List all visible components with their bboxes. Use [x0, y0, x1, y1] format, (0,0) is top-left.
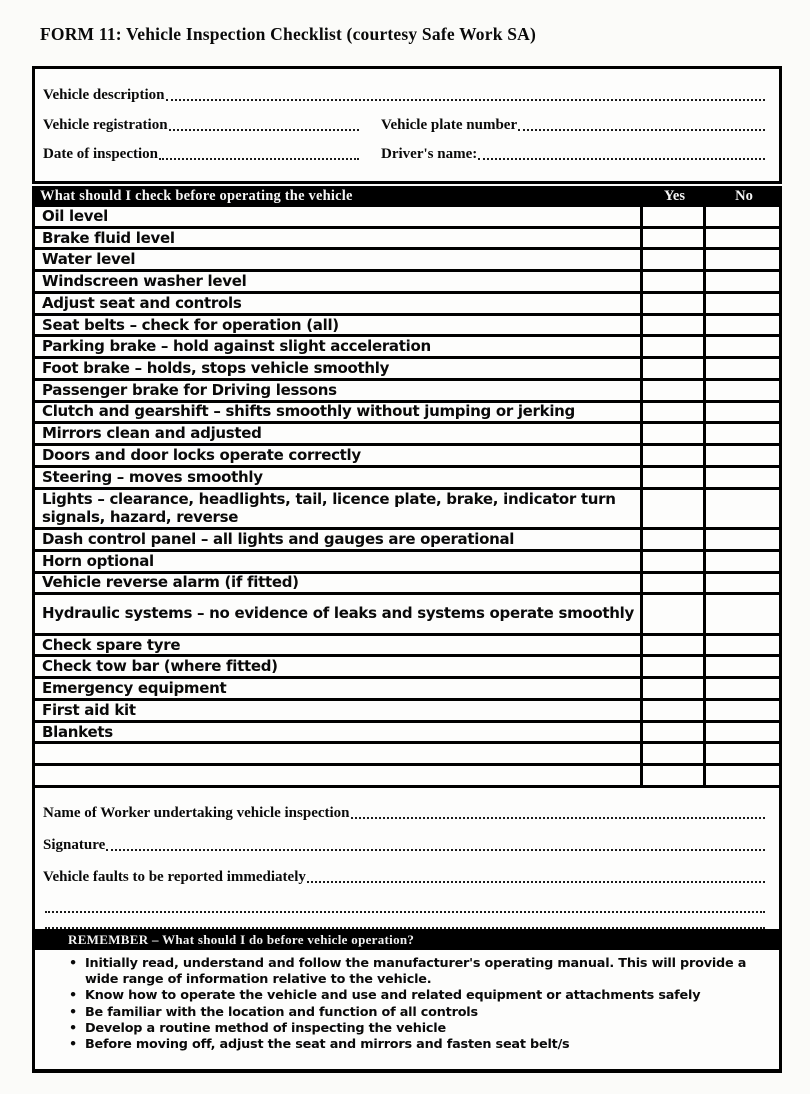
yes-checkbox-cell[interactable]	[640, 595, 703, 632]
bullet-icon: •	[69, 988, 77, 1004]
bullet-text: Initially read, understand and follow the manufacturer's operating manual. This will provide a wide range of information relative to the vehicle.	[85, 956, 747, 988]
checklist-row-empty	[35, 744, 779, 766]
checklist-item-label: Doors and door locks operate correctly	[42, 445, 361, 464]
yes-checkbox-cell[interactable]	[640, 272, 703, 291]
checklist-row	[35, 294, 779, 316]
checklist-row-empty	[35, 766, 779, 785]
checklist-item-label	[35, 766, 640, 785]
checklist-item-label: Vehicle reverse alarm (if fitted)	[42, 573, 299, 592]
form-title: FORM 11: Vehicle Inspection Checklist (courtesy Safe Work SA)	[40, 24, 537, 44]
yes-checkbox-cell[interactable]	[640, 636, 703, 655]
yes-checkbox-cell[interactable]	[640, 316, 703, 335]
checklist-row	[35, 229, 779, 251]
no-checkbox-cell[interactable]	[703, 657, 779, 676]
vehicle-description-input-line[interactable]	[166, 85, 765, 101]
no-checkbox-cell[interactable]	[703, 337, 779, 356]
faults-continuation-line-2[interactable]	[45, 915, 765, 929]
yes-checkbox-cell[interactable]	[640, 446, 703, 465]
checklist-item-label: Passenger brake for Driving lessons	[42, 380, 337, 399]
checklist-item-label: Emergency equipment	[42, 679, 227, 698]
registration-plate-row	[43, 115, 767, 134]
bullet-icon: •	[69, 1020, 77, 1036]
no-checkbox-cell[interactable]	[703, 403, 779, 422]
remember-bullet-list	[32, 950, 782, 1073]
checklist-row	[35, 446, 779, 468]
yes-checkbox-cell[interactable]	[640, 574, 703, 593]
no-checkbox-cell[interactable]	[703, 229, 779, 248]
checklist-item-label: Check tow bar (where fitted)	[42, 657, 278, 676]
no-checkbox-cell[interactable]	[703, 552, 779, 571]
checklist-item-label: Adjust seat and controls	[42, 293, 242, 312]
no-checkbox-cell[interactable]	[703, 744, 779, 763]
checklist-header-bar	[32, 186, 782, 207]
checklist-row	[35, 530, 779, 552]
checklist-row	[35, 424, 779, 446]
checklist-row	[35, 381, 779, 403]
checklist-row	[35, 636, 779, 658]
checklist-row	[35, 272, 779, 294]
yes-checkbox-cell[interactable]	[640, 744, 703, 763]
worker-signature-section	[32, 788, 782, 929]
no-checkbox-cell[interactable]	[703, 316, 779, 335]
checklist-row	[35, 723, 779, 745]
vehicle-registration-input-line[interactable]	[169, 115, 359, 131]
no-checkbox-cell[interactable]	[703, 446, 779, 465]
no-checkbox-cell[interactable]	[703, 679, 779, 698]
yes-checkbox-cell[interactable]	[640, 359, 703, 378]
no-checkbox-cell[interactable]	[703, 294, 779, 313]
checklist-item-label: Seat belts – check for operation (all)	[42, 315, 339, 334]
vehicle-registration-field	[43, 115, 361, 134]
checklist-row	[35, 574, 779, 596]
worker-name-label: Name of Worker undertaking vehicle inspection	[43, 805, 350, 821]
yes-checkbox-cell[interactable]	[640, 701, 703, 720]
yes-checkbox-cell[interactable]	[640, 723, 703, 742]
checklist-item-label: Water level	[42, 250, 136, 269]
bullet-icon: •	[69, 1037, 77, 1053]
worker-name-field	[43, 803, 767, 822]
vehicle-plate-input-line[interactable]	[518, 115, 765, 131]
yes-checkbox-cell[interactable]	[640, 424, 703, 443]
checklist-item-label	[35, 744, 640, 763]
checklist-row	[35, 359, 779, 381]
inspection-date-input-line[interactable]	[159, 144, 359, 160]
checklist-row	[35, 701, 779, 723]
vehicle-faults-input-line[interactable]	[307, 867, 765, 883]
list-item	[61, 1005, 769, 1021]
list-item	[61, 956, 769, 988]
no-checkbox-cell[interactable]	[703, 574, 779, 593]
signature-label: Signature	[43, 837, 106, 853]
bullet-icon: •	[69, 956, 77, 971]
worker-name-input-line[interactable]	[351, 803, 765, 819]
yes-checkbox-cell[interactable]	[640, 381, 703, 400]
yes-checkbox-cell[interactable]	[640, 657, 703, 676]
driver-name-field	[381, 144, 767, 163]
yes-column-header: Yes	[664, 188, 685, 204]
checklist-item-label: Lights – clearance, headlights, tail, licence plate, brake, indicator turn signals, hazard, reverse	[42, 489, 616, 526]
no-checkbox-cell[interactable]	[703, 701, 779, 720]
vehicle-plate-field	[381, 115, 767, 134]
checklist-item-label: Foot brake – holds, stops vehicle smoothly	[42, 359, 390, 378]
list-item	[61, 988, 769, 1004]
checklist-row	[35, 403, 779, 425]
checklist-item-label: Clutch and gearshift – shifts smoothly without jumping or jerking	[42, 402, 575, 421]
checklist-row	[35, 337, 779, 359]
checklist-row	[35, 250, 779, 272]
remember-header-bar: REMEMBER – What should I do before vehicle operation?	[32, 929, 782, 950]
no-checkbox-cell[interactable]	[703, 424, 779, 443]
no-checkbox-cell[interactable]	[703, 766, 779, 785]
checklist-item-label: Blankets	[42, 722, 113, 741]
checklist-row	[35, 207, 779, 229]
checklist-item-label: Parking brake – hold against slight acceleration	[42, 337, 431, 356]
driver-name-input-line[interactable]	[478, 144, 765, 160]
yes-checkbox-cell[interactable]	[640, 552, 703, 571]
vehicle-description-label: Vehicle description	[43, 87, 165, 104]
yes-checkbox-cell[interactable]	[640, 207, 703, 226]
vehicle-info-section	[32, 66, 782, 184]
yes-checkbox-cell[interactable]	[640, 337, 703, 356]
checklist-item-label: Hydraulic systems – no evidence of leaks and systems operate smoothly	[42, 604, 634, 623]
date-driver-row	[43, 144, 767, 163]
bullet-text: Be familiar with the location and function of all controls	[85, 1004, 478, 1020]
bullet-text: Know how to operate the vehicle and use and related equipment or attachments safely	[85, 988, 701, 1004]
vehicle-plate-label: Vehicle plate number	[381, 116, 518, 133]
vehicle-description-field	[43, 85, 767, 104]
checklist-item-label: Mirrors clean and adjusted	[42, 424, 262, 443]
checklist-item-label: First aid kit	[42, 700, 136, 719]
bullet-text: Before moving off, adjust the seat and mirrors and fasten seat belt/s	[85, 1037, 570, 1053]
vehicle-faults-label: Vehicle faults to be reported immediately	[43, 869, 306, 885]
faults-continuation-line-1[interactable]	[45, 899, 765, 913]
checklist-table	[32, 207, 782, 788]
checklist-row	[35, 657, 779, 679]
checklist-item-label: Windscreen washer level	[42, 272, 247, 291]
checklist-item-label: Check spare tyre	[42, 635, 181, 654]
yes-checkbox-cell[interactable]	[640, 229, 703, 248]
vehicle-registration-label: Vehicle registration	[43, 116, 168, 133]
no-column-header: No	[735, 188, 753, 204]
checklist-row	[35, 316, 779, 338]
checklist-item-label: Horn optional	[42, 551, 154, 570]
list-item	[61, 1037, 769, 1053]
inspection-date-field	[43, 144, 361, 163]
no-checkbox-cell[interactable]	[703, 250, 779, 269]
checklist-row	[35, 595, 779, 635]
inspection-date-label: Date of inspection	[43, 145, 158, 162]
yes-checkbox-cell[interactable]	[640, 403, 703, 422]
no-checkbox-cell[interactable]	[703, 636, 779, 655]
yes-checkbox-cell[interactable]	[640, 490, 703, 527]
yes-checkbox-cell[interactable]	[640, 468, 703, 487]
checklist-item-label: Brake fluid level	[42, 228, 175, 247]
no-checkbox-cell[interactable]	[703, 272, 779, 291]
no-checkbox-cell[interactable]	[703, 530, 779, 549]
signature-input-line[interactable]	[106, 835, 765, 851]
bullet-icon: •	[69, 1004, 77, 1020]
checklist-row	[35, 679, 779, 701]
checklist-row	[35, 552, 779, 574]
no-checkbox-cell[interactable]	[703, 359, 779, 378]
no-checkbox-cell[interactable]	[703, 468, 779, 487]
driver-name-label: Driver's name:	[381, 145, 478, 162]
yes-checkbox-cell[interactable]	[640, 250, 703, 269]
vehicle-faults-field	[43, 867, 767, 886]
yes-checkbox-cell[interactable]	[640, 294, 703, 313]
signature-field	[43, 835, 767, 854]
no-checkbox-cell[interactable]	[703, 490, 779, 527]
checklist-item-label: Oil level	[42, 206, 108, 225]
vehicle-description-row	[43, 85, 767, 104]
no-checkbox-cell[interactable]	[703, 207, 779, 226]
checklist-header-question: What should I check before operating the vehicle	[40, 188, 353, 204]
checklist-row	[35, 490, 779, 530]
no-checkbox-cell[interactable]	[703, 381, 779, 400]
checklist-item-label: Steering – moves smoothly	[42, 467, 263, 486]
yes-checkbox-cell[interactable]	[640, 679, 703, 698]
no-checkbox-cell[interactable]	[703, 723, 779, 742]
checklist-row	[35, 468, 779, 490]
no-checkbox-cell[interactable]	[703, 595, 779, 632]
list-item	[61, 1021, 769, 1037]
yes-checkbox-cell[interactable]	[640, 530, 703, 549]
checklist-item-label: Dash control panel – all lights and gauges are operational	[42, 529, 515, 548]
yes-checkbox-cell[interactable]	[640, 766, 703, 785]
bullet-text: Develop a routine method of inspecting the vehicle	[85, 1020, 446, 1036]
